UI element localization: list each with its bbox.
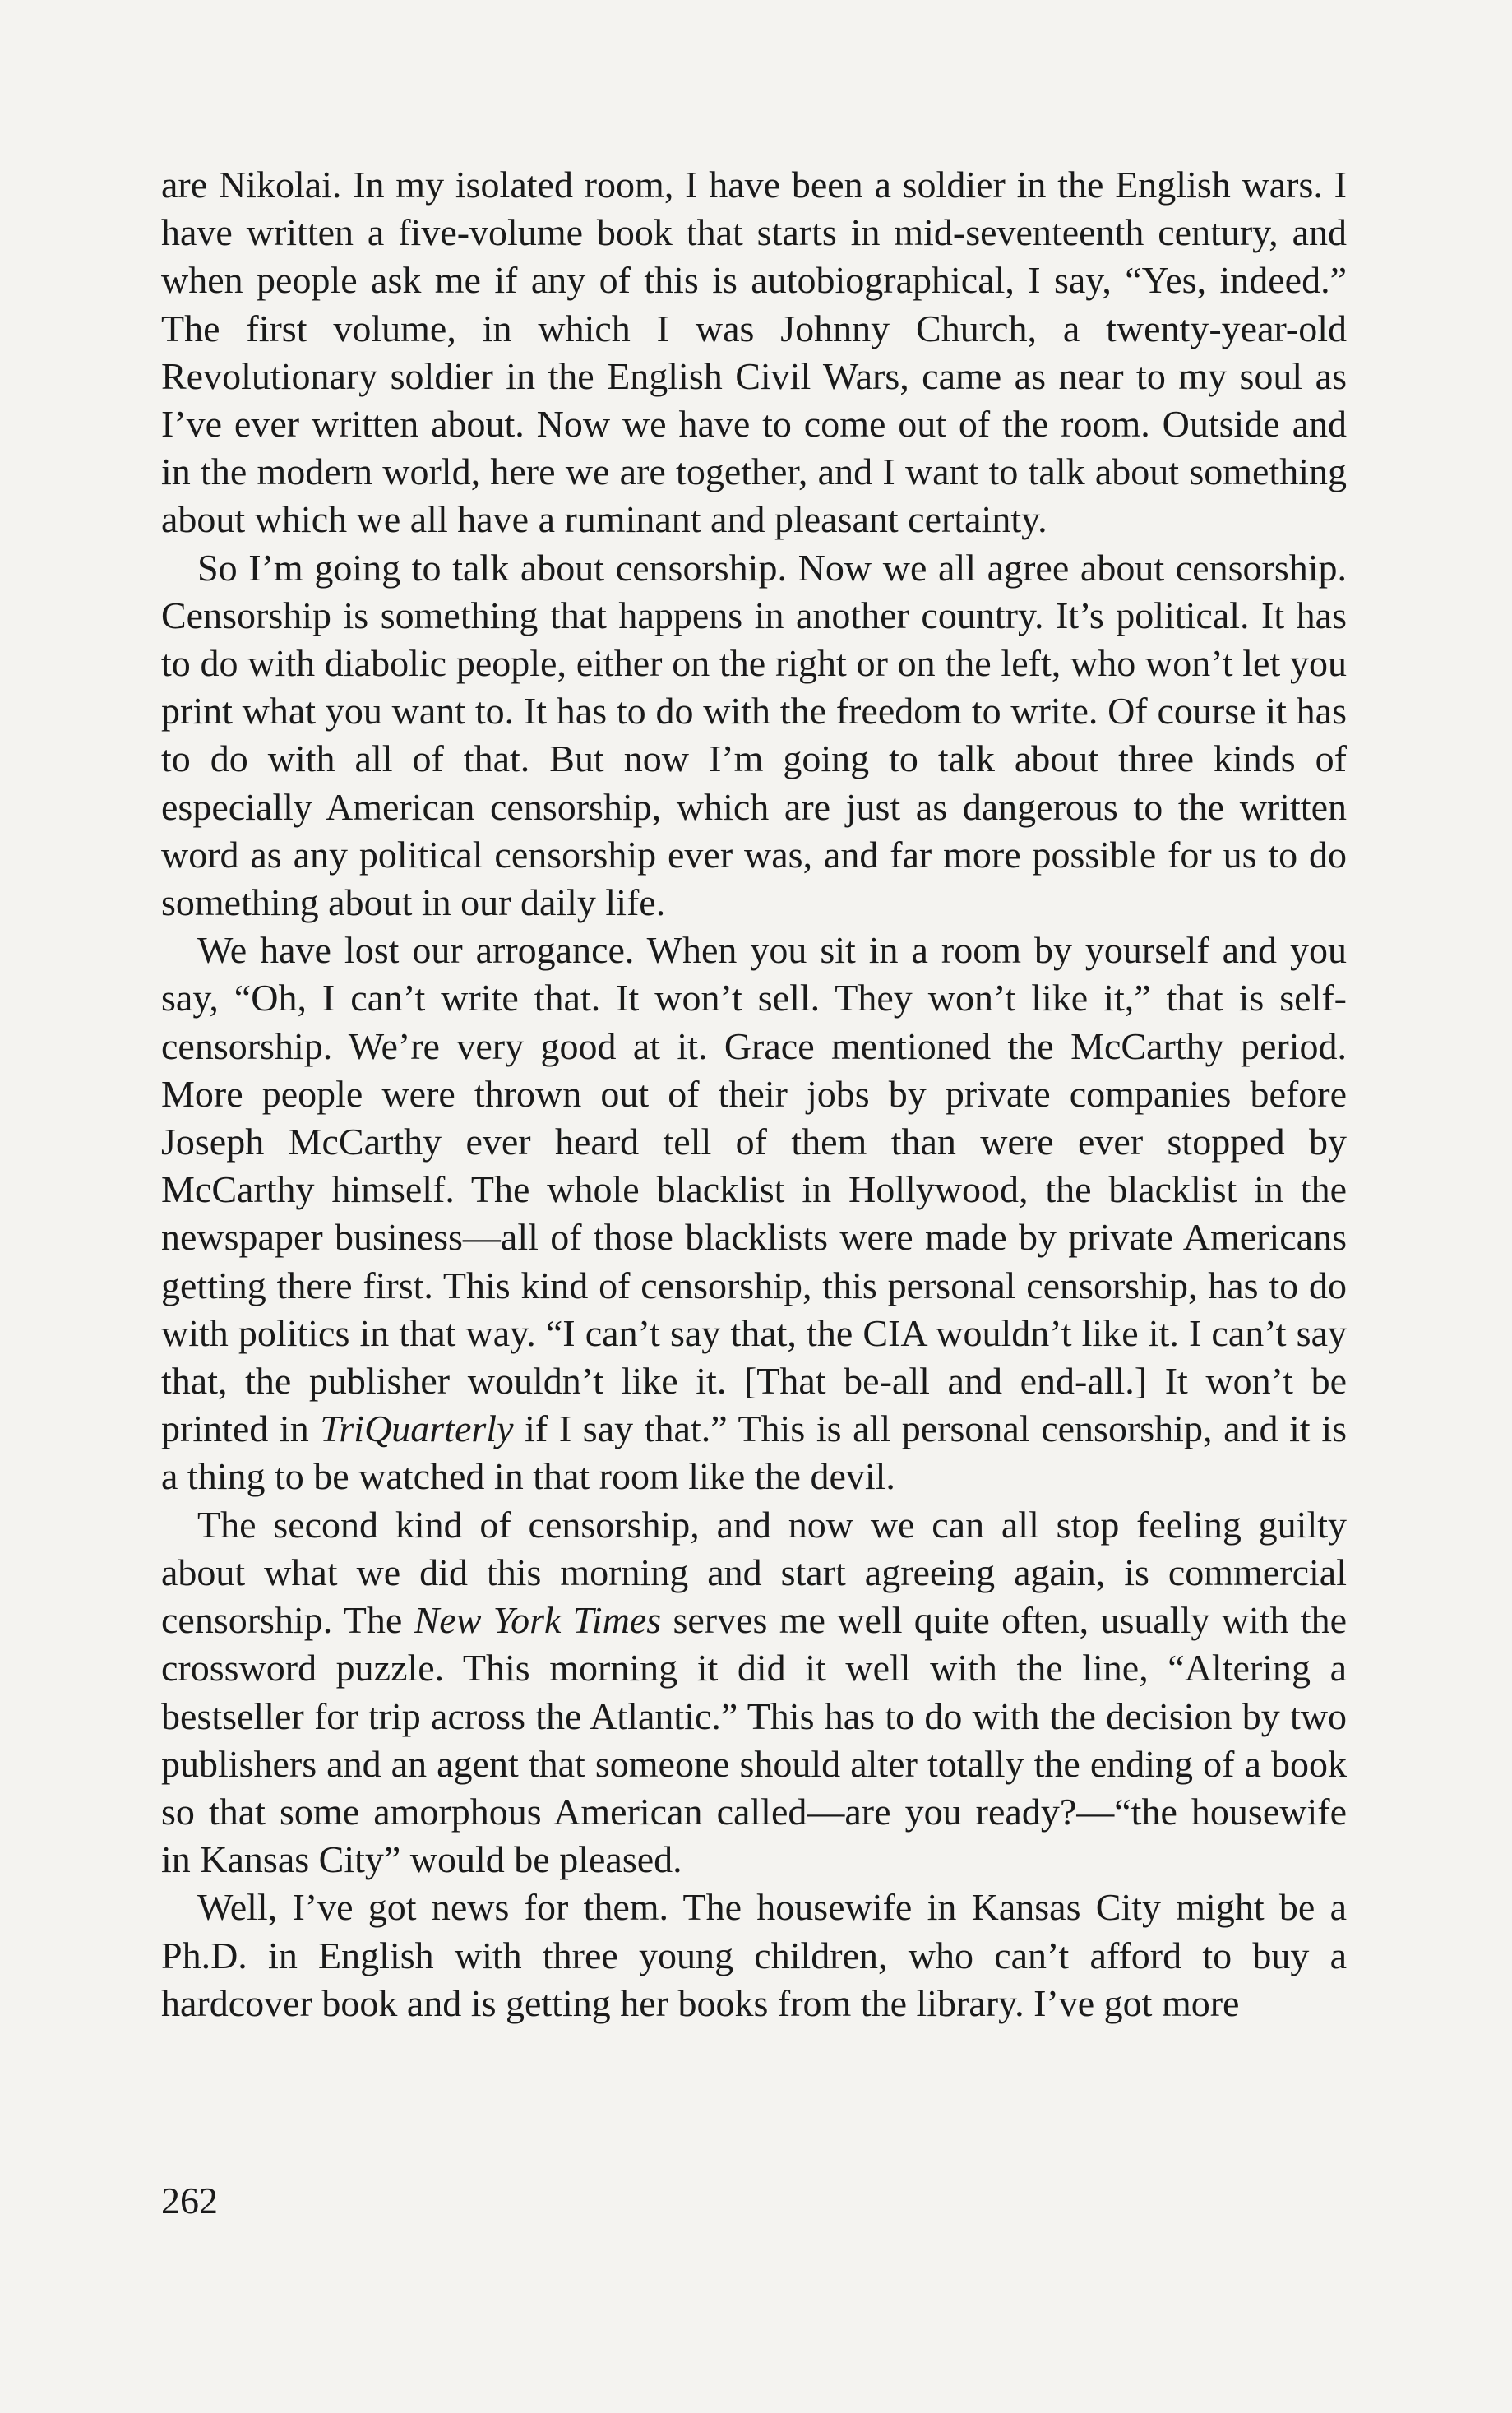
paragraph-continued	[161, 161, 1347, 544]
page-number: 262	[161, 2180, 218, 2221]
text-segment: Well, I’ve got news for them. The housewife in Kansas City might be a Ph.D. in English with three young children, who can’t afford to buy a hardcover book and is getting her books from the library. I’ve got more	[161, 1886, 1347, 2024]
text-segment: We have lost our arrogance. When you sit in a room by yourself and you say, “Oh, I can’t write that. It won’t sell. They won’t like it,” that is self-censorship. We’re very good at it. Grace mentioned the McCarthy period. More people were thrown out of their jobs by private companies before Joseph McCarthy ever heard tell of them than were ever stopped by McCarthy himself. The whole blacklist in Hollywood, the blacklist in the newspaper business—all of those blacklists were made by private Americans getting there first. This kind of censorship, this personal censorship, has to do with politics in that way. “I can’t say that, the CIA wouldn’t like it. I can’t say that, the publisher wouldn’t like it. [That be-all and end-all.] It won’t be printed in	[161, 929, 1347, 1450]
italic-title-triquarterly: TriQuarterly	[320, 1408, 514, 1450]
paragraph-censorship-intro	[161, 544, 1347, 927]
paragraph-self-censorship	[161, 927, 1347, 1500]
italic-title-new-york-times: New York Times	[414, 1599, 662, 1642]
text-segment: The second kind of censorship, and now we can all stop feeling guilty about what we did this morning and start agreeing again, is commercial censorship. The	[161, 1503, 1347, 1642]
text-segment: serves me well quite often, usually with the crossword puzzle. This morning it did it well with the line, “Altering a bestseller for trip across the Atlantic.” This has to do with the decision by two publishers and an agent that someone should alter totally the ending of a book so that some amorphous American called—are you ready?—“the housewife in Kansas City” would be pleased.	[161, 1599, 1348, 1881]
text-segment: are Nikolai. In my isolated room, I have been a soldier in the English wars. I have written a five-volume book that starts in mid-seventeenth century, and when people ask me if any of this is autobiographical, I say, “Yes, indeed.” The first volume, in which I was Johnny Church, a twenty-year-old Revolutionary soldier in the English Civil Wars, came as near to my soul as I’ve ever written about. Now we have to come out of the room. Outside and in the modern world, here we are together, and I want to talk about something about which we all have a ruminant and pleasant certainty.	[161, 164, 1347, 541]
body-text	[161, 161, 1347, 2027]
text-segment: if I say that.” This is all personal censorship, and it is a thing to be watched in that room like the devil.	[161, 1408, 1348, 1498]
paragraph-commercial-censorship	[161, 1501, 1347, 1884]
text-segment: So I’m going to talk about censorship. Now we all agree about censorship. Censorship is something that happens in another country. It’s political. It has to do with diabolic people, either on the right or on the left, who won’t let you print what you want to. It has to do with the freedom to write. Of course it has to do with all of that. But now I’m going to talk about three kinds of especially American censorship, which are just as dangerous to the written word as any political censorship ever was, and far more possible for us to do something about in our daily life.	[161, 546, 1347, 924]
paragraph-housewife	[161, 1884, 1347, 2027]
